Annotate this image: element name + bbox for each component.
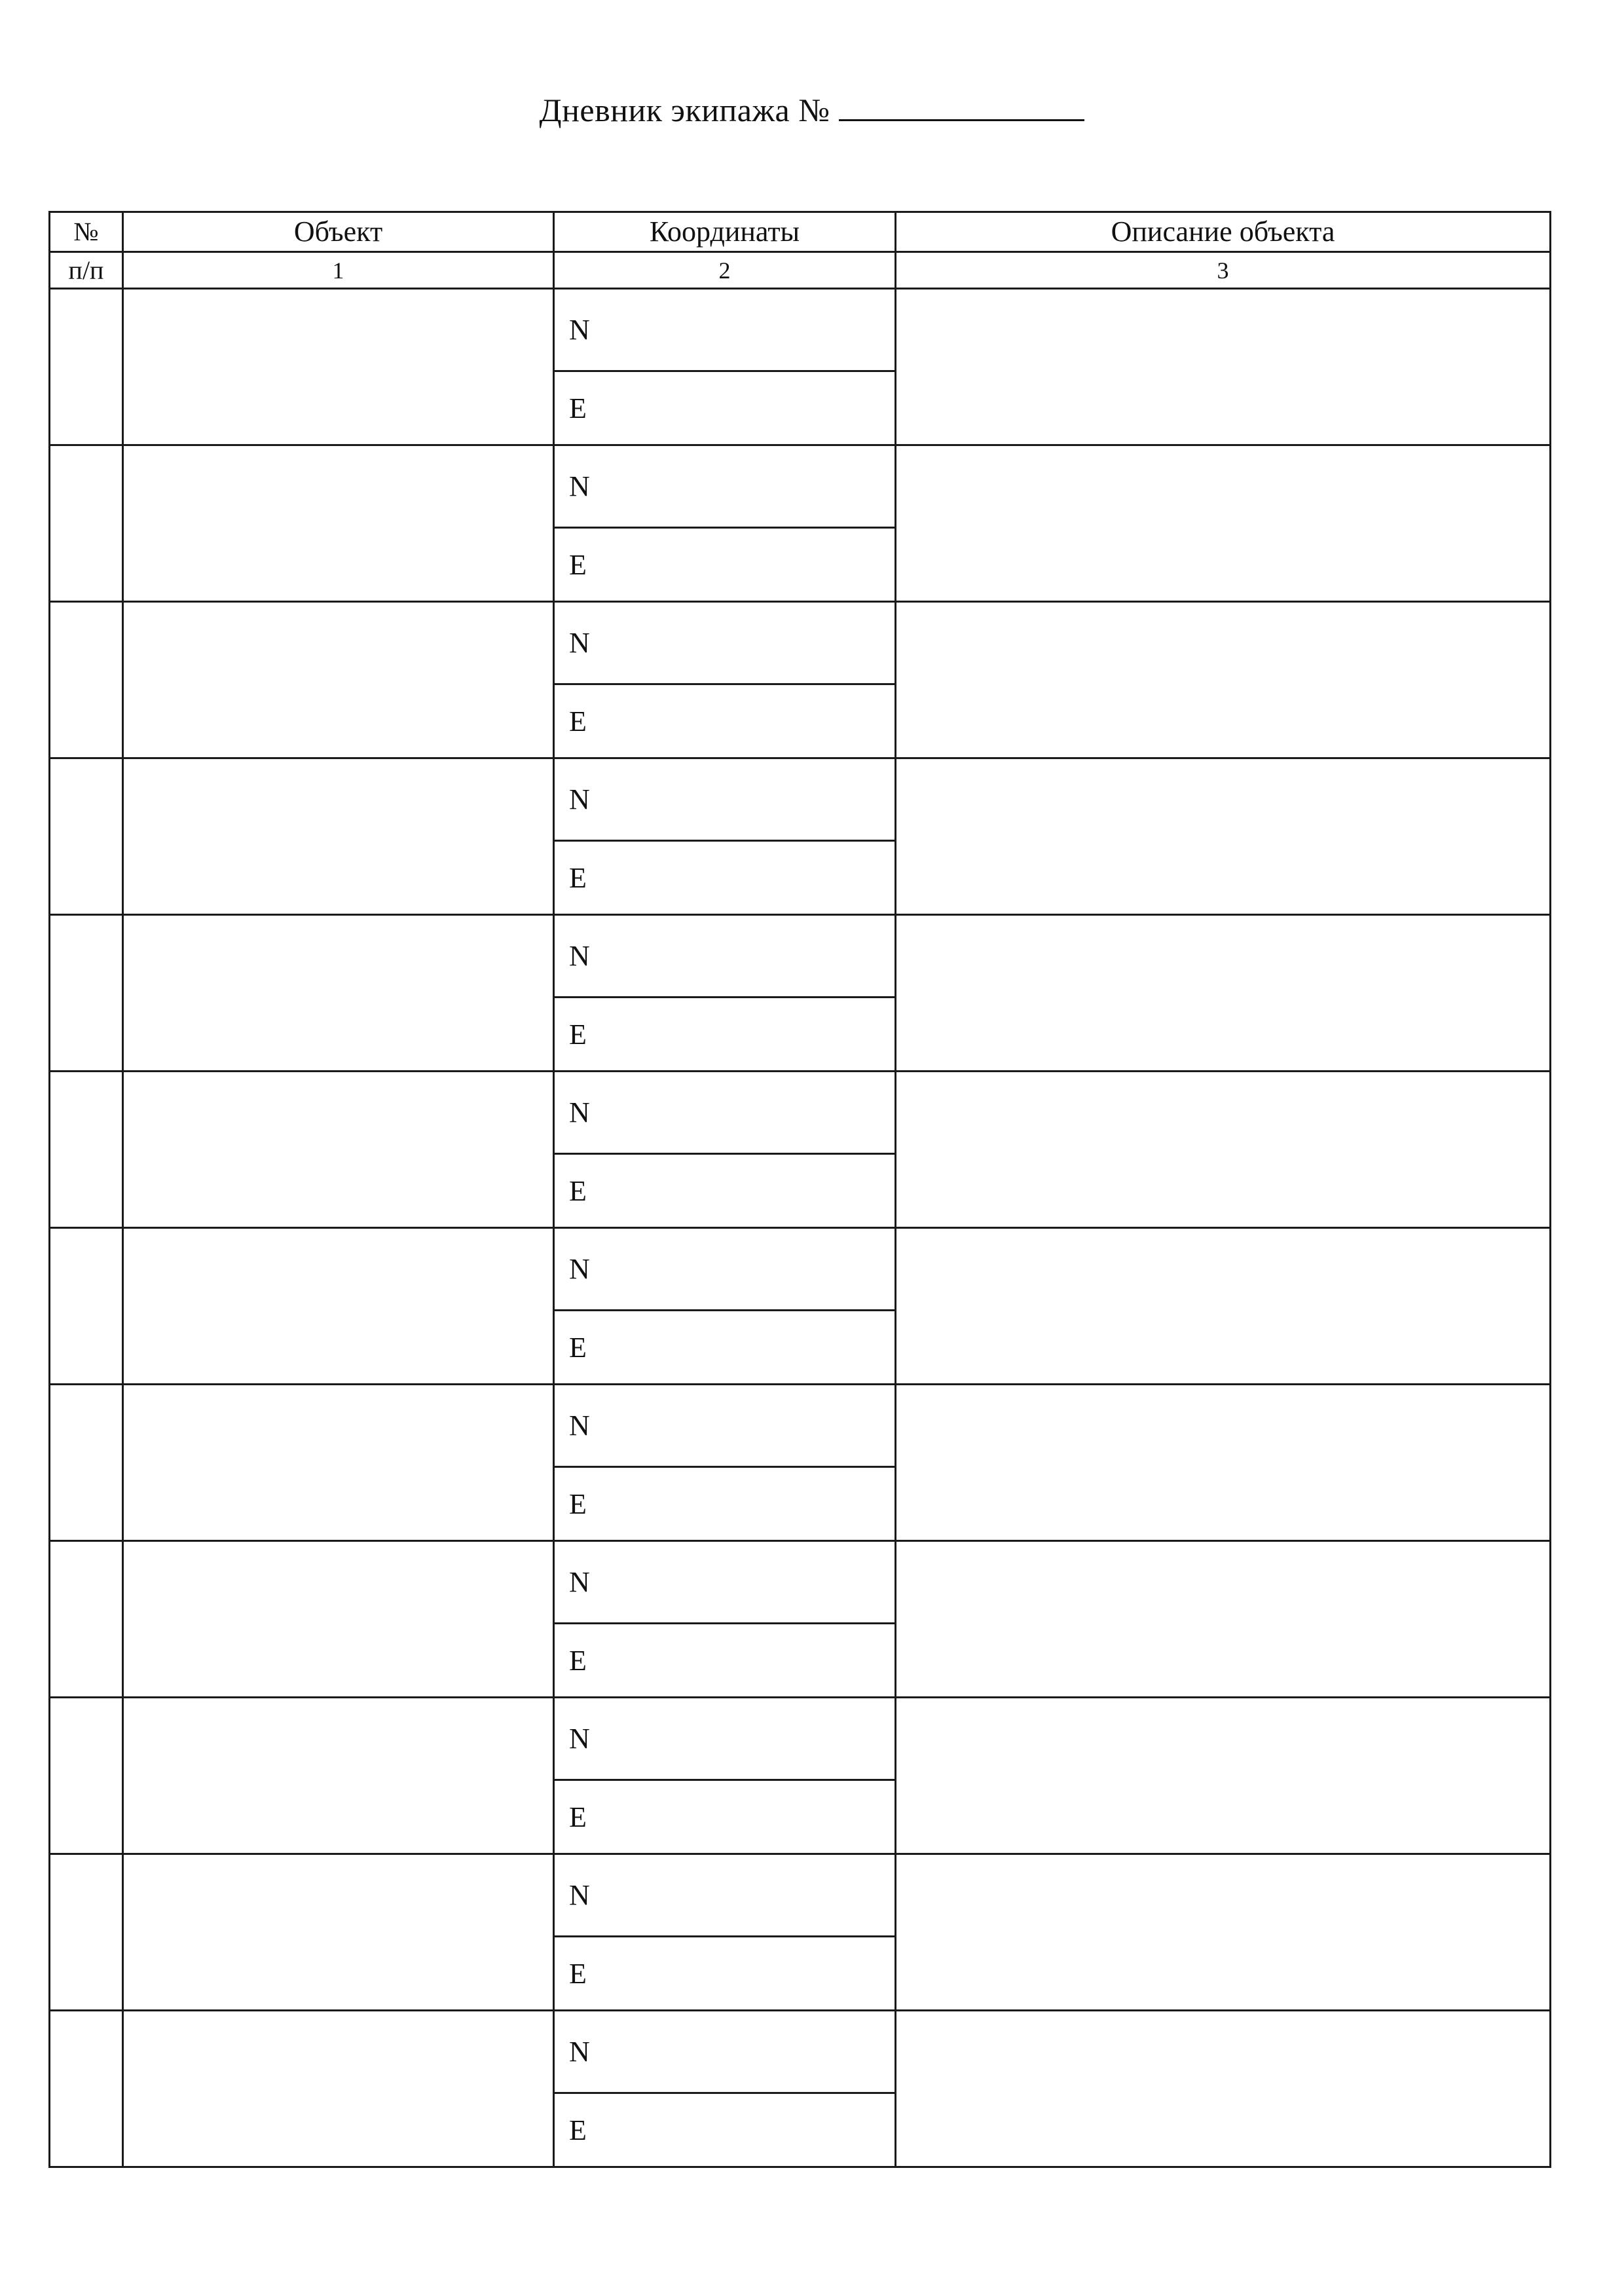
page-title <box>0 90 1624 129</box>
coordinate-e-cell[interactable]: E <box>554 1311 896 1385</box>
entry-number-cell[interactable] <box>50 1698 123 1854</box>
header-description: Описание объекта <box>896 212 1551 252</box>
coordinate-n-cell[interactable]: N <box>554 1228 896 1311</box>
entry-number-cell[interactable] <box>50 1072 123 1228</box>
entry-number-cell[interactable] <box>50 1854 123 2011</box>
object-cell[interactable] <box>123 1385 554 1541</box>
description-cell[interactable] <box>896 2011 1551 2167</box>
coordinate-n-cell[interactable]: N <box>554 289 896 371</box>
object-cell[interactable] <box>123 1698 554 1854</box>
coordinate-e-cell[interactable]: E <box>554 1937 896 2011</box>
table-row <box>50 1854 1551 1937</box>
table-row <box>50 1698 1551 1780</box>
header-num-bottom: п/п <box>50 252 123 289</box>
description-cell[interactable] <box>896 1541 1551 1698</box>
coordinate-n-cell[interactable]: N <box>554 1541 896 1624</box>
coordinate-n-cell[interactable]: N <box>554 1385 896 1467</box>
coordinate-e-cell[interactable]: E <box>554 998 896 1072</box>
header-coordinates: Координаты <box>554 212 896 252</box>
coordinate-e-cell[interactable]: E <box>554 1624 896 1698</box>
header-num-top: № <box>50 212 123 252</box>
description-cell[interactable] <box>896 1072 1551 1228</box>
coordinate-n-cell[interactable]: N <box>554 915 896 998</box>
entry-number-cell[interactable] <box>50 758 123 915</box>
object-cell[interactable] <box>123 289 554 445</box>
entry-number-cell[interactable] <box>50 2011 123 2167</box>
coordinate-n-cell[interactable]: N <box>554 602 896 684</box>
object-cell[interactable] <box>123 1854 554 2011</box>
object-cell[interactable] <box>123 1541 554 1698</box>
coordinate-e-cell[interactable]: E <box>554 1154 896 1228</box>
coordinate-e-cell[interactable]: E <box>554 371 896 445</box>
entry-number-cell[interactable] <box>50 915 123 1072</box>
entry-number-cell[interactable] <box>50 1385 123 1541</box>
coordinate-n-cell[interactable]: N <box>554 758 896 841</box>
coordinate-n-cell[interactable]: N <box>554 1854 896 1937</box>
object-cell[interactable] <box>123 445 554 602</box>
coordinate-n-cell[interactable]: N <box>554 445 896 528</box>
table-row <box>50 1072 1551 1154</box>
description-cell[interactable] <box>896 1385 1551 1541</box>
coordinate-e-cell[interactable]: E <box>554 684 896 758</box>
entry-number-cell[interactable] <box>50 445 123 602</box>
crew-log-table <box>48 211 1551 2168</box>
description-cell[interactable] <box>896 1698 1551 1854</box>
header-row-titles <box>50 212 1551 252</box>
header-col-1: 1 <box>123 252 554 289</box>
table-row <box>50 1228 1551 1311</box>
crew-number-blank[interactable] <box>839 90 1084 121</box>
coordinate-e-cell[interactable]: E <box>554 1467 896 1541</box>
object-cell[interactable] <box>123 915 554 1072</box>
description-cell[interactable] <box>896 1228 1551 1385</box>
object-cell[interactable] <box>123 602 554 758</box>
description-cell[interactable] <box>896 915 1551 1072</box>
table-row <box>50 289 1551 371</box>
header-row-numbers <box>50 252 1551 289</box>
page-title-text: Дневник экипажа № <box>539 92 830 128</box>
object-cell[interactable] <box>123 758 554 915</box>
entry-number-cell[interactable] <box>50 289 123 445</box>
object-cell[interactable] <box>123 1228 554 1385</box>
object-cell[interactable] <box>123 2011 554 2167</box>
entry-number-cell[interactable] <box>50 602 123 758</box>
table-row <box>50 915 1551 998</box>
description-cell[interactable] <box>896 758 1551 915</box>
entry-number-cell[interactable] <box>50 1541 123 1698</box>
table-row <box>50 758 1551 841</box>
table-row <box>50 1385 1551 1467</box>
header-col-2: 2 <box>554 252 896 289</box>
description-cell[interactable] <box>896 289 1551 445</box>
description-cell[interactable] <box>896 1854 1551 2011</box>
coordinate-n-cell[interactable]: N <box>554 2011 896 2093</box>
table-body <box>50 212 1551 2167</box>
table-row <box>50 602 1551 684</box>
table-row <box>50 445 1551 528</box>
coordinate-e-cell[interactable]: E <box>554 2093 896 2167</box>
description-cell[interactable] <box>896 602 1551 758</box>
table-row <box>50 2011 1551 2093</box>
description-cell[interactable] <box>896 445 1551 602</box>
coordinate-e-cell[interactable]: E <box>554 528 896 602</box>
coordinate-e-cell[interactable]: E <box>554 1780 896 1854</box>
object-cell[interactable] <box>123 1072 554 1228</box>
coordinate-n-cell[interactable]: N <box>554 1072 896 1154</box>
coordinate-e-cell[interactable]: E <box>554 841 896 915</box>
entry-number-cell[interactable] <box>50 1228 123 1385</box>
header-col-3: 3 <box>896 252 1551 289</box>
coordinate-n-cell[interactable]: N <box>554 1698 896 1780</box>
table-row <box>50 1541 1551 1624</box>
header-object: Объект <box>123 212 554 252</box>
